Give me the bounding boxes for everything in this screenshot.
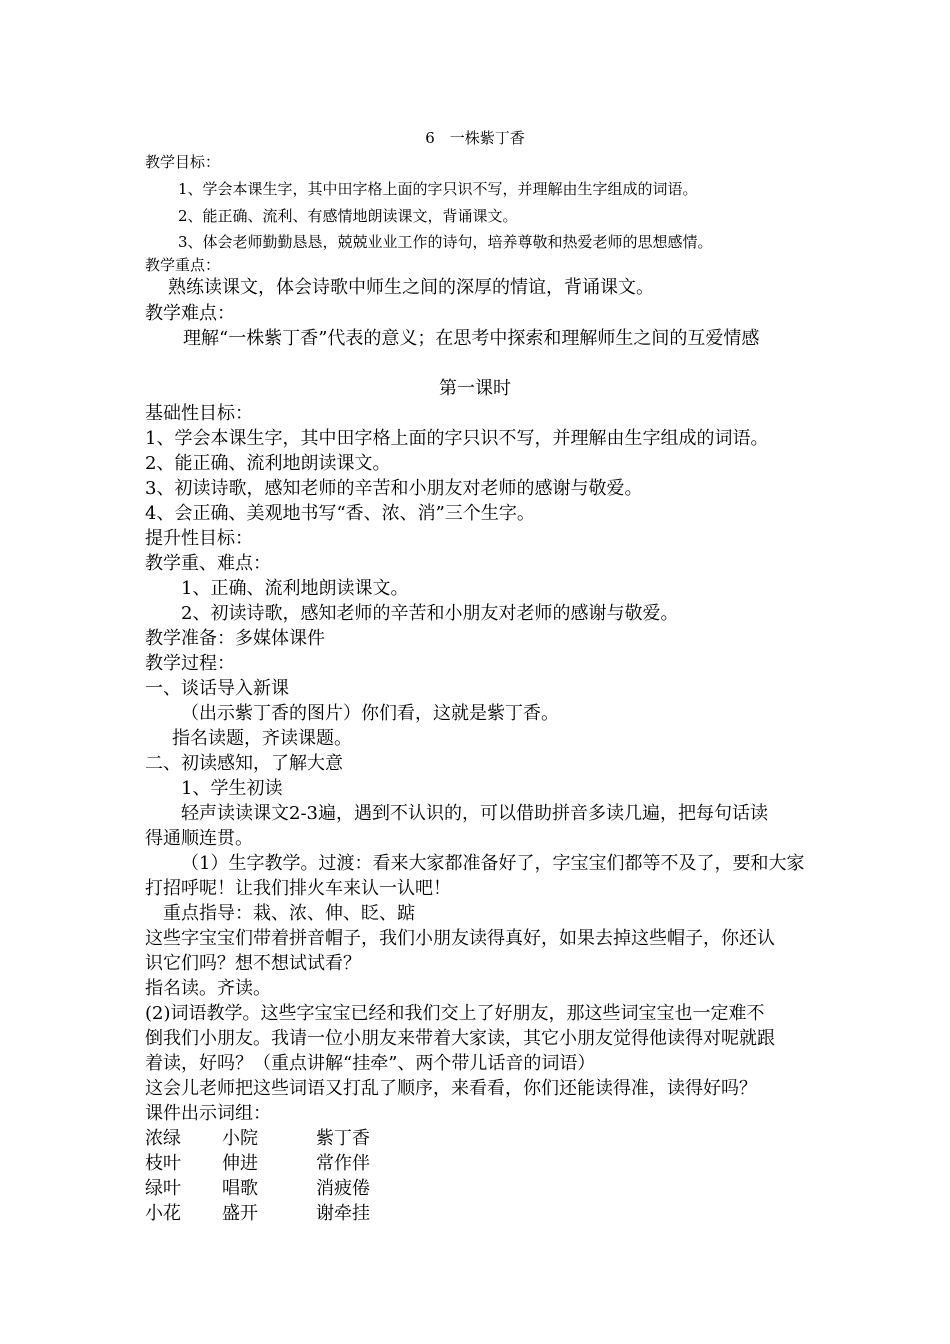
word-cell: 浓绿: [145, 1128, 181, 1149]
step1-line: （出示紫丁香的图片）你们看，这就是紫丁香。: [181, 703, 559, 724]
key-points-text: 熟练读课文，体会诗歌中师生之间的深厚的情谊，背诵课文。: [168, 277, 654, 298]
step1-heading: 一、谈话导入新课: [145, 678, 289, 699]
step2-heading: 二、初读感知，了解大意: [145, 753, 343, 774]
word-cell: 紫丁香: [316, 1128, 370, 1149]
basic-goal-item: 4、会正确、美观地书写“香、浓、消”三个生字。: [145, 503, 535, 524]
step2-paragraph: 着读，好吗？（重点讲解“挂牵”、两个带儿话音的词语）: [145, 1053, 596, 1074]
teaching-prep: 教学准备：多媒体课件: [145, 628, 325, 649]
basic-goals-heading: 基础性目标：: [145, 403, 253, 424]
step2-paragraph: 重点指导：栽、浓、伸、眨、踮: [163, 903, 415, 924]
step1-line: 指名读题，齐读课题。: [172, 728, 352, 749]
goal-item: 1、学会本课生字，其中田字格上面的字只识不写，并理解由生字组成的词语。: [178, 180, 698, 198]
step2-paragraph: 倒我们小朋友。我请一位小朋友来带着大家读，其它小朋友觉得他读得对呢就跟: [145, 1028, 775, 1049]
word-cell: 谢牵挂: [316, 1203, 370, 1224]
word-cell: 唱歌: [222, 1178, 258, 1199]
key-points-heading: 教学重点：: [145, 256, 221, 274]
key-difficult-heading: 教学重、难点：: [145, 553, 271, 574]
step2-paragraph: 打招呼呢！让我们排火车来认一认吧！: [145, 878, 451, 899]
word-cell: 绿叶: [145, 1178, 181, 1199]
step2-paragraph: (2)词语教学。这些字宝宝已经和我们交上了好朋友，那这些词宝宝也一定难不: [145, 1003, 765, 1024]
step2-paragraph: 得通顺连贯。: [145, 828, 253, 849]
step2-paragraph: 识它们吗？想不想试试看？: [145, 953, 361, 974]
difficult-points-heading: 教学难点：: [145, 303, 235, 324]
basic-goal-item: 2、能正确、流利地朗读课文。: [145, 453, 391, 474]
step2-paragraph: 轻声读读课文2-3遍，遇到不认识的，可以借助拼音多读几遍，把每句话读: [181, 803, 768, 824]
word-cell: 常作伴: [316, 1153, 370, 1174]
word-cell: 枝叶: [145, 1153, 181, 1174]
lesson-title: 6 一株紫丁香: [425, 129, 525, 147]
word-cell: 小花: [145, 1203, 181, 1224]
step2-subheading: 1、学生初读: [181, 778, 283, 799]
lesson1-title: 第一课时: [439, 378, 511, 399]
word-cell: 伸进: [222, 1153, 258, 1174]
key-difficult-item: 1、正确、流利地朗读课文。: [181, 578, 409, 599]
step2-paragraph: （1）生字教学。过渡：看来大家都准备好了，字宝宝们都等不及了，要和大家: [181, 853, 805, 874]
step2-paragraph: 指名读。齐读。: [145, 978, 271, 999]
step2-paragraph: 这会儿老师把这些词语又打乱了顺序，来看看，你们还能读得准，读得好吗？: [145, 1078, 757, 1099]
difficult-points-text: 理解“一株紫丁香”代表的意义；在思考中探索和理解师生之间的互爱情感: [183, 328, 760, 349]
goal-item: 3、体会老师勤勤恳恳，兢兢业业工作的诗句，培养尊敬和热爱老师的思想感情。: [178, 233, 713, 251]
basic-goal-item: 3、初读诗歌，感知老师的辛苦和小朋友对老师的感谢与敬爱。: [145, 478, 643, 499]
word-cell: 盛开: [222, 1203, 258, 1224]
step2-paragraph: 课件出示词组：: [145, 1103, 271, 1124]
process-heading: 教学过程：: [145, 653, 235, 674]
step2-paragraph: 这些字宝宝们带着拼音帽子，我们小朋友读得真好，如果去掉这些帽子，你还认: [145, 928, 775, 949]
word-cell: 消疲倦: [316, 1178, 370, 1199]
basic-goal-item: 1、学会本课生字，其中田字格上面的字只识不写，并理解由生字组成的词语。: [145, 428, 769, 449]
goal-item: 2、能正确、流利、有感情地朗读课文，背诵课文。: [178, 207, 518, 225]
word-cell: 小院: [222, 1128, 258, 1149]
goals-heading: 教学目标：: [145, 153, 221, 171]
key-difficult-item: 2、初读诗歌，感知老师的辛苦和小朋友对老师的感谢与敬爱。: [181, 603, 679, 624]
advanced-goals-heading: 提升性目标：: [145, 528, 253, 549]
